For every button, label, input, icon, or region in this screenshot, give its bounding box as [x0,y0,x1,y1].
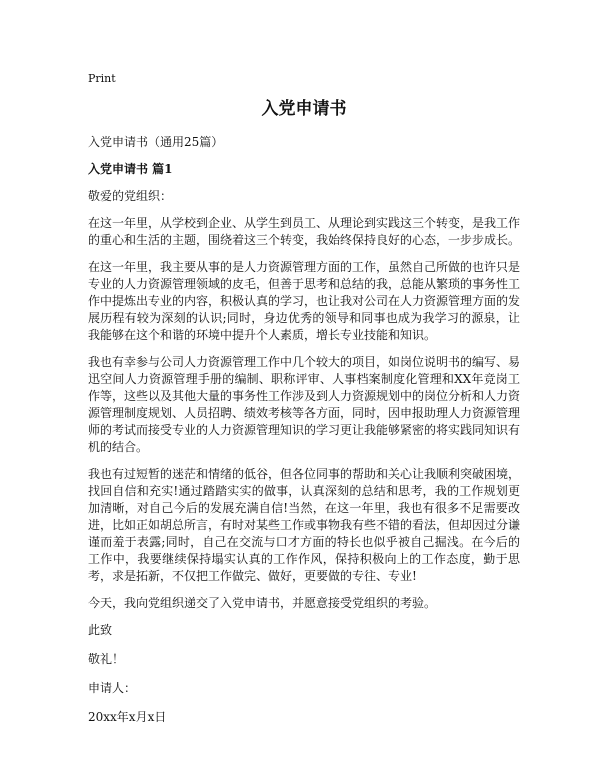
print-label: Print [88,72,116,85]
body-paragraph: 在这一年里，从学校到企业、从学生到员工、从理论到实践这三个转变，是我工作的重心和生活的主题，围绕着这三个转变，我始终保持良好的心态，一步步成长。 [88,216,521,247]
document-title: 入党申请书 [261,99,347,119]
signature-label: 申请人： [88,681,137,695]
body-paragraph: 在这一年里，我主要从事的是人力资源管理方面的工作，虽然自己所做的也许只是专业的人力资源管理领域的皮毛，但善于思考和总结的我，总能从繁琐的事务性工作中提炼出专业的内容，积极认真的学习，也让我对公司在人力资源管理方面的发展历程有较为深刻的认识;同时，身边优秀的领导和同事也成为我学习的源泉，让我能够在这个和谐的环境中提升个人素质，增长专业技能和知识。 [88,260,521,342]
document-page [88,72,520,738]
section-heading: 入党申请书 篇1 [88,162,173,176]
document-subtitle: 入党申请书（通用25篇） [88,135,224,149]
salutation: 敬爱的党组织： [88,189,173,203]
closing-salute: 敬礼！ [88,652,125,666]
body-paragraph: 今天，我向党组织递交了入党申请书，并愿意接受党组织的考验。 [88,596,437,610]
date-line: 20xx年x月x日 [88,710,167,724]
body-paragraph: 我也有过短暂的迷茫和情绪的低谷，但各位同事的帮助和关心让我顺利突破困境，找回自信和充实!通过踏踏实实的做事，认真深刻的总结和思考，我的工作规划更加清晰，对自己今后的发展充满自信!当然，在这一年里，我也有很多不足需要改进，比如正如胡总所言，有时对某些工作或事物我有些不错的看法，但却因过分谦谨而羞于表露;同时，自己在交流与口才方面的特长也似乎被自己掘浅。在今后的工作中，我要继续保持塌实认真的工作作风，保持积极向上的工作态度，勤于思考，求是拓新，不仅把工作做完、做好，更要做的专往、专业! [88,467,521,583]
closing-line: 此致 [88,623,113,637]
body-paragraph: 我也有幸参与公司人力资源管理工作中几个较大的项目，如岗位说明书的编写、易迅空间人力资源管理手册的编制、职称评审、人事档案制度化管理和XX年竞岗工作等，这些以及其他大量的事务性工作涉及到人力资源规划中的岗位分析和人力资源管理制度规划、人员招聘、绩效考核等各方面，同时，因申报助理人力资源管理师的考试而接受专业的人力资源管理知识的学习更让我能够紧密的将实践同知识有机的结合。 [88,355,521,454]
